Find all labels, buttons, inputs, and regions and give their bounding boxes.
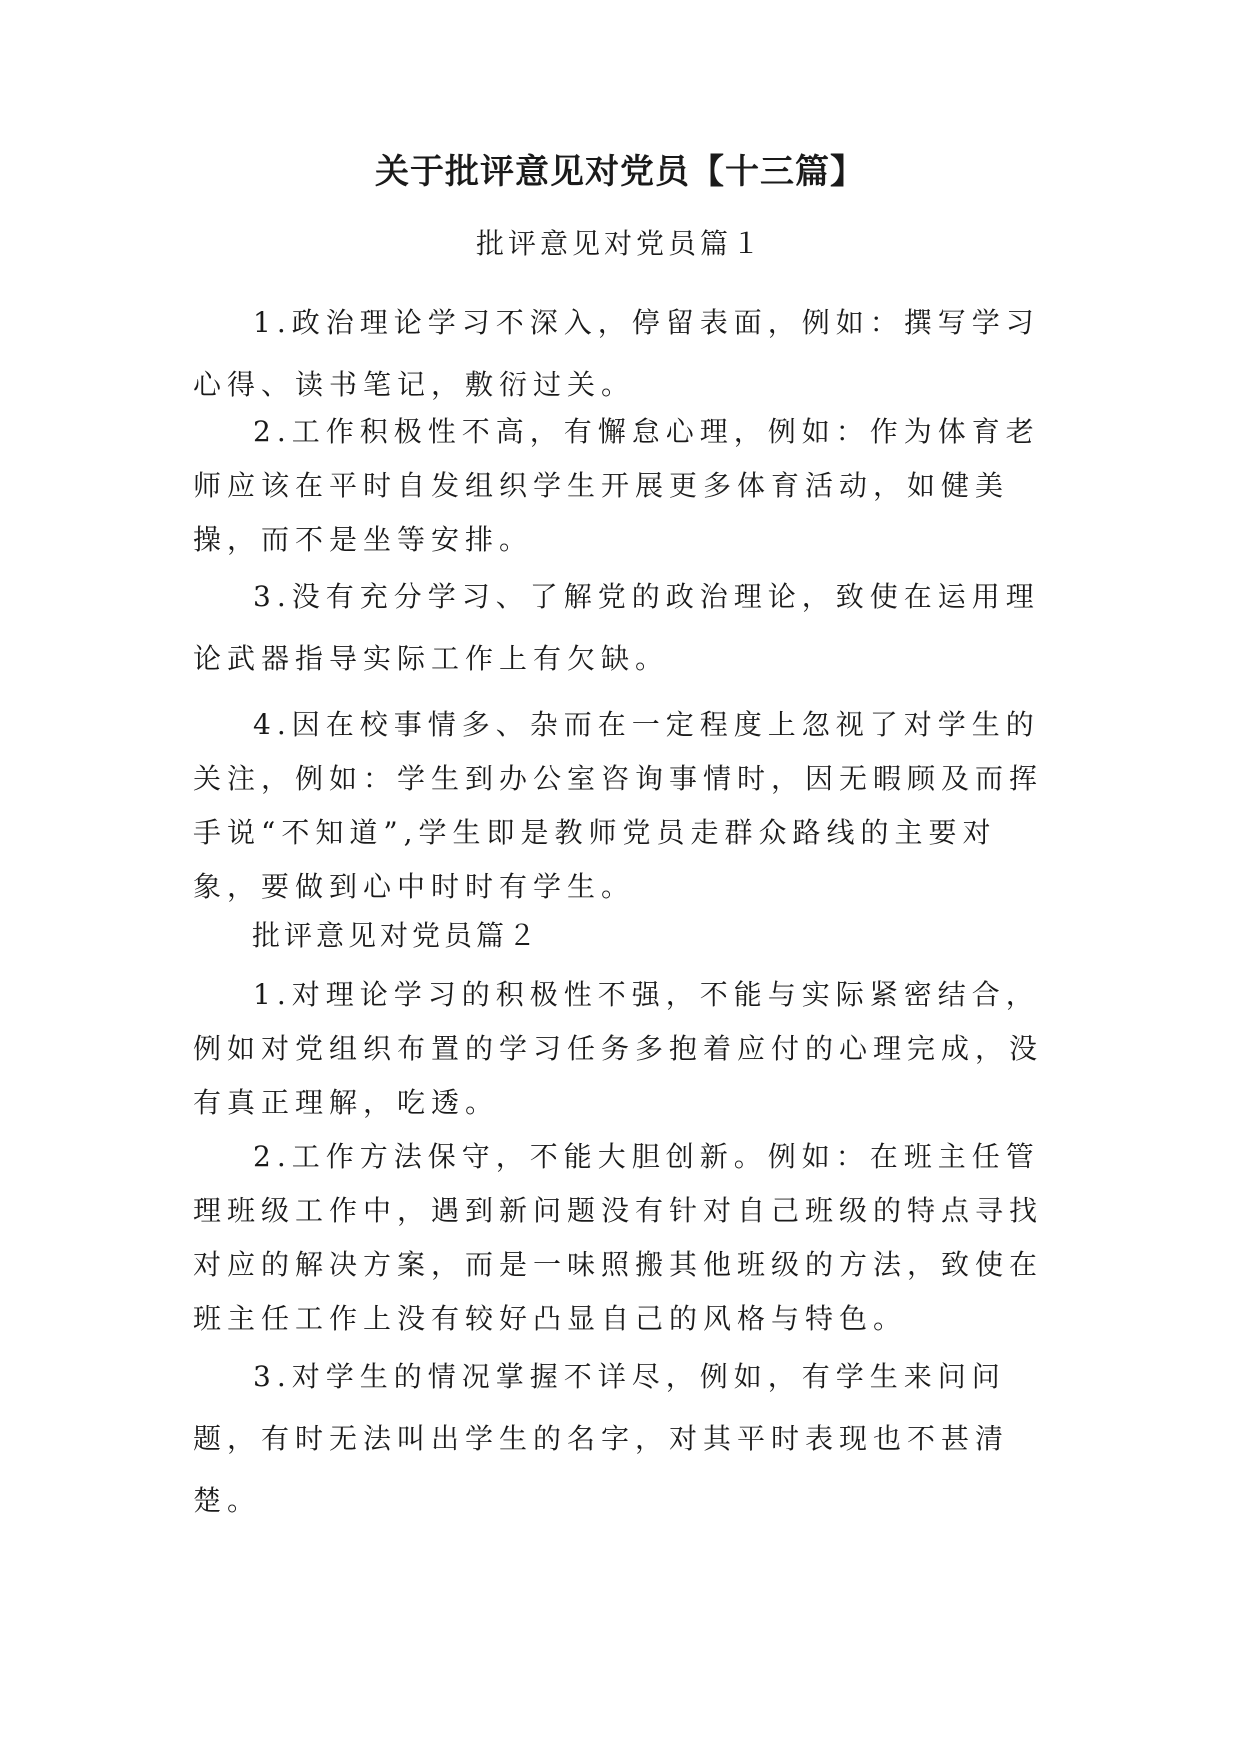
list-item: 1.对理论学习的积极性不强，不能与实际紧密结合，例如对党组织布置的学习任务多抱着应付的心理完成，没有真正理解，吃透。 xyxy=(193,978,1044,1119)
section-heading: 批评意见对党员篇２ xyxy=(252,919,541,952)
list-item: 2.工作积极性不高，有懈怠心理，例如：作为体育老师应该在平时自发组织学生开展更多体育活动，如健美操，而不是坐等安排。 xyxy=(193,415,1040,556)
document-title: 关于批评意见对党员【十三篇】 xyxy=(375,152,865,192)
list-item: 4.因在校事情多、杂而在一定程度上忽视了对学生的关注，例如：学生到办公室咨询事情时，因无暇顾及而挥手说“不知道”,学生即是教师党员走群众路线的主要对象，要做到心中时时有学生。 xyxy=(193,708,1044,903)
list-item: 3.对学生的情况掌握不详尽，例如，有学生来问问题，有时无法叫出学生的名字，对其平时表现也不甚清楚。 xyxy=(193,1360,1010,1517)
list-item: 1.政治理论学习不深入，停留表面，例如：撰写学习心得、读书笔记，敷衍过关。 xyxy=(193,306,1040,401)
list-item: 3.没有充分学习、了解党的政治理论，致使在运用理论武器指导实际工作上有欠缺。 xyxy=(193,580,1040,675)
section-heading: 批评意见对党员篇１ xyxy=(475,227,764,260)
list-item: 2.工作方法保守，不能大胆创新。例如：在班主任管理班级工作中，遇到新问题没有针对自己班级的特点寻找对应的解决方案，而是一味照搬其他班级的方法，致使在班主任工作上没有较好凸显自己的风格与特色。 xyxy=(193,1140,1044,1335)
